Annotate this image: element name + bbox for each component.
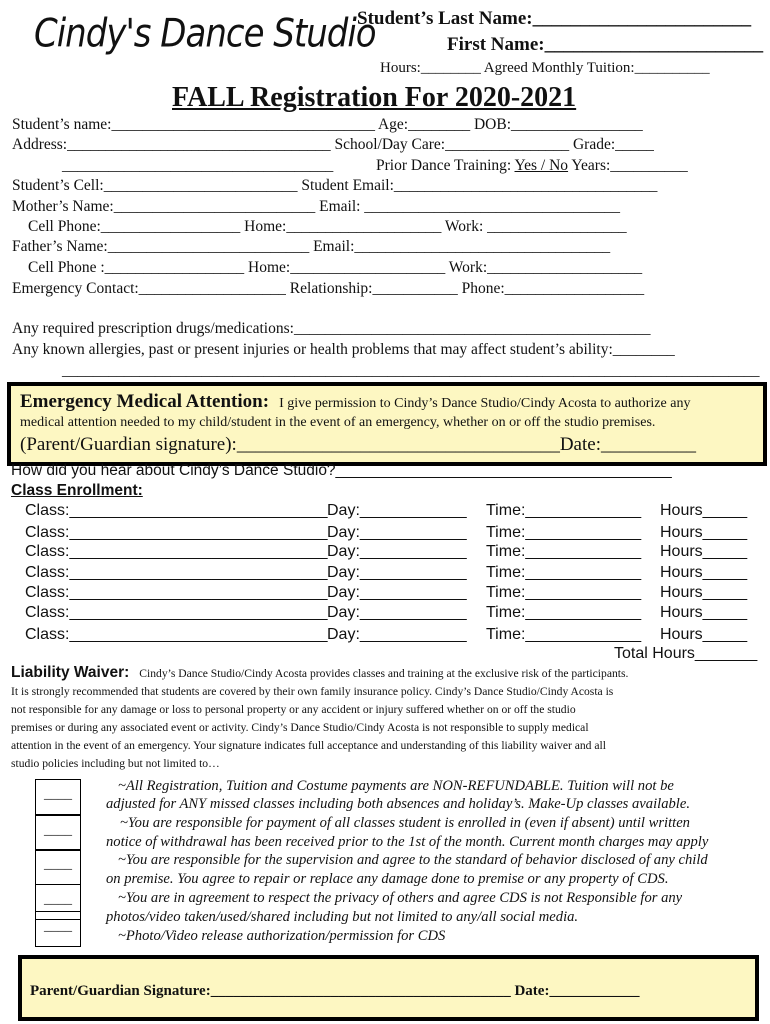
hours-tuition-field[interactable]: Hours:________ Agreed Monthly Tuition:__________ bbox=[380, 60, 710, 76]
student-cell-field[interactable]: Student’s Cell:_________________________ Student Email:__________________________________ bbox=[12, 177, 658, 194]
address-line-2[interactable]: ___________________________________ bbox=[62, 157, 334, 174]
emergency-title-colon: : bbox=[262, 391, 270, 412]
class-field[interactable]: Class:_____________________________ bbox=[25, 626, 328, 643]
day-field[interactable]: Day:____________ bbox=[327, 543, 467, 560]
waiver-line-3: not responsible for any damage or loss to personal property or any accident or injury suffered whether on or off the studio bbox=[11, 703, 576, 716]
waiver-title-row bbox=[11, 664, 628, 682]
day-field[interactable]: Day:____________ bbox=[327, 584, 467, 601]
class-field[interactable]: Class:_____________________________ bbox=[25, 604, 328, 621]
waiver-title: Liability Waiver: bbox=[11, 664, 130, 681]
total-hours-field[interactable]: Total Hours_______ bbox=[614, 645, 758, 662]
class-field[interactable]: Class:_____________________________ bbox=[25, 584, 328, 601]
waiver-line-6: studio policies including but not limited to… bbox=[11, 757, 220, 770]
emergency-contact-field[interactable]: Emergency Contact:___________________ Relationship:___________ Phone:__________________ bbox=[12, 280, 645, 297]
emergency-title: Emergency Medical Attention bbox=[20, 391, 263, 412]
hours-field[interactable]: Hours_____ bbox=[660, 502, 748, 519]
time-field[interactable]: Time:_____________ bbox=[486, 524, 642, 541]
first-name-field[interactable]: First Name:_______________________ bbox=[447, 34, 764, 55]
mother-phones-field[interactable]: Cell Phone:__________________ Home:____________________ Work: __________________ bbox=[28, 218, 627, 235]
yes-no-option[interactable]: Yes / No bbox=[514, 157, 569, 174]
address-field[interactable]: Address:__________________________________ School/Day Care:________________ Grade:_____ bbox=[12, 136, 654, 153]
policy-line: ~You are in agreement to respect the privacy of others and agree CDS is not Responsible for any bbox=[118, 890, 683, 906]
policy-line: ~You are responsible for payment of all classes student is enrolled in (even if absent) until written bbox=[120, 815, 690, 831]
emergency-title-row bbox=[20, 391, 690, 413]
policy-line: adjusted for ANY missed classes including both absences and holiday’s. Make-Up classes available. bbox=[106, 796, 690, 812]
class-field[interactable]: Class:_____________________________ bbox=[25, 524, 328, 541]
policy-line: ~Photo/Video release authorization/permission for CDS bbox=[118, 928, 446, 944]
prior-training-label: Prior Dance Training: bbox=[376, 157, 512, 174]
policy-line: notice of withdrawal has been received prior to the 1st of the month. Current month charges may apply bbox=[106, 834, 709, 850]
waiver-line-1: Cindy’s Dance Studio/Cindy Acosta provides classes and training at the exclusive risk of the participants. bbox=[139, 667, 629, 680]
time-field[interactable]: Time:_____________ bbox=[486, 584, 642, 601]
hours-field[interactable]: Hours_____ bbox=[660, 604, 748, 621]
allergies-field[interactable]: Any known allergies, past or present injuries or health problems that may affect student’s ability:________ bbox=[12, 341, 675, 358]
allergies-line-2[interactable]: __________________________________________________________________________________________ bbox=[62, 362, 760, 379]
policy-line: photos/video taken/used/shared including but not limited to any/all social media. bbox=[106, 909, 579, 925]
initial-box[interactable]: ____ bbox=[35, 815, 81, 851]
class-field[interactable]: Class:_____________________________ bbox=[25, 543, 328, 560]
student-name-field[interactable]: Student’s name:__________________________________ Age:________ DOB:_________________ bbox=[12, 116, 643, 133]
final-signature-field[interactable]: Parent/Guardian Signature:________________________________________ Date:____________ bbox=[30, 983, 640, 999]
last-name-field[interactable]: Student’s Last Name:_______________________ bbox=[357, 8, 752, 29]
time-field[interactable]: Time:_____________ bbox=[486, 626, 642, 643]
time-field[interactable]: Time:_____________ bbox=[486, 543, 642, 560]
medications-field[interactable]: Any required prescription drugs/medications:______________________________________________ bbox=[12, 320, 651, 337]
day-field[interactable]: Day:____________ bbox=[327, 524, 467, 541]
studio-logo: Cindy's Dance Studio bbox=[34, 11, 376, 57]
waiver-line-2: It is strongly recommended that students are covered by their own family insurance policy. Cindy’s Dance Studio/Cindy Acosta is bbox=[11, 685, 614, 698]
father-phones-field[interactable]: Cell Phone :__________________ Home:____________________ Work:____________________ bbox=[28, 259, 643, 276]
policy-line: ~All Registration, Tuition and Costume payments are NON-REFUNDABLE. Tuition will not be bbox=[118, 778, 674, 794]
time-field[interactable]: Time:_____________ bbox=[486, 564, 642, 581]
page-title: FALL Registration For 2020-2021 bbox=[172, 82, 577, 113]
waiver-line-4: premises or during any associated event or activity. Cindy’s Dance Studio/Cindy Acosta is not responsible to supply medical bbox=[11, 721, 589, 734]
parent-signature-field[interactable]: (Parent/Guardian signature):__________________________________Date:__________ bbox=[20, 434, 696, 455]
hours-field[interactable]: Hours_____ bbox=[660, 626, 748, 643]
emergency-text-1: I give permission to Cindy’s Dance Studio/Cindy Acosta to authorize any bbox=[279, 396, 691, 411]
day-field[interactable]: Day:____________ bbox=[327, 626, 467, 643]
father-name-field[interactable]: Father’s Name:__________________________ Email:_________________________________ bbox=[12, 238, 611, 255]
emergency-text-2: medical attention needed to my child/student in the event of an emergency, whether on or off the studio premises. bbox=[20, 415, 656, 430]
class-field[interactable]: Class:_____________________________ bbox=[25, 564, 328, 581]
time-field[interactable]: Time:_____________ bbox=[486, 502, 642, 519]
day-field[interactable]: Day:____________ bbox=[327, 564, 467, 581]
initial-box[interactable]: ____ bbox=[35, 911, 81, 947]
hours-field[interactable]: Hours_____ bbox=[660, 543, 748, 560]
policy-line: on premise. You agree to repair or replace any damage done to premise or any property of CDS. bbox=[106, 871, 669, 887]
class-field[interactable]: Class:_____________________________ bbox=[25, 502, 328, 519]
day-field[interactable]: Day:____________ bbox=[327, 502, 467, 519]
hours-field[interactable]: Hours_____ bbox=[660, 524, 748, 541]
mother-name-field[interactable]: Mother’s Name:__________________________ Email: _________________________________ bbox=[12, 198, 621, 215]
years-field[interactable]: Years:__________ bbox=[571, 157, 688, 174]
time-field[interactable]: Time:_____________ bbox=[486, 604, 642, 621]
initial-box[interactable]: ____ bbox=[35, 884, 81, 920]
policy-line: ~You are responsible for the supervision and agree to the standard of behavior disclosed of any child bbox=[118, 852, 708, 868]
class-enrollment-heading: Class Enrollment: bbox=[11, 482, 143, 499]
hours-field[interactable]: Hours_____ bbox=[660, 584, 748, 601]
prior-training-field bbox=[376, 157, 688, 175]
day-field[interactable]: Day:____________ bbox=[327, 604, 467, 621]
initial-box[interactable]: ____ bbox=[35, 849, 81, 885]
hours-field[interactable]: Hours_____ bbox=[660, 564, 748, 581]
initial-box[interactable]: ____ bbox=[35, 779, 81, 815]
waiver-line-5: attention in the event of an emergency. Your signature indicates full acceptance and understanding of this liability waiver and all bbox=[11, 739, 606, 752]
how-heard-field[interactable]: How did you hear about Cindy’s Dance Studio?_______________________________________ bbox=[11, 462, 672, 479]
